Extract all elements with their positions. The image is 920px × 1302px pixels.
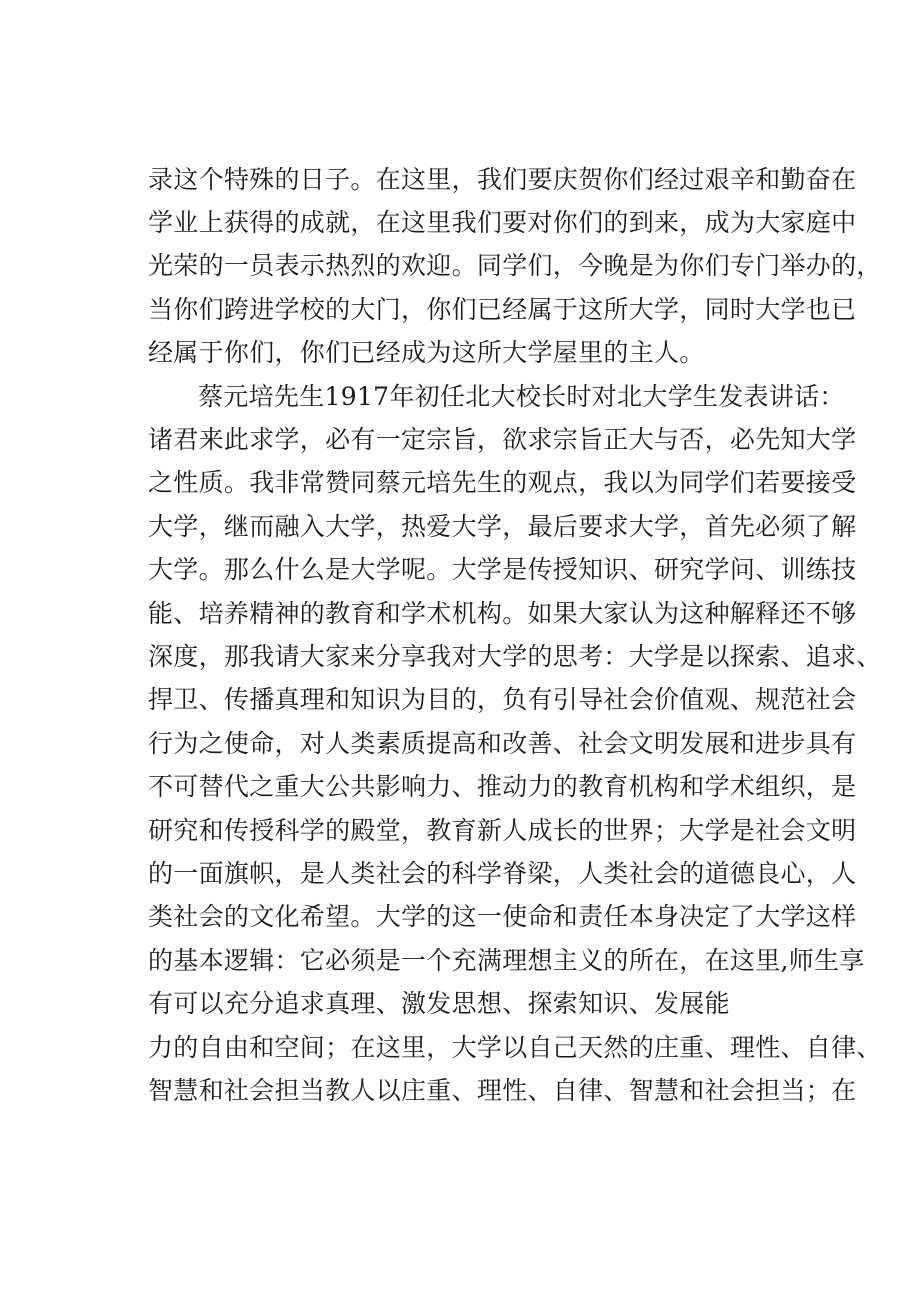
paragraph-start-line: 蔡元培先生1917年初任北大校长时对北大学生发表讲话： [198, 382, 845, 411]
text-line: 智慧和社会担当教人以庄重、理性、自律、智慧和社会担当；在 [148, 1076, 857, 1105]
text-line: 经属于你们，你们已经成为这所大学屋里的主人。 [148, 338, 705, 367]
text-line: 学业上获得的成就，在这里我们要对你们的到来，成为大家庭中 [148, 208, 857, 237]
text-line: 的一面旗帜，是人类社会的科学脊梁，人类社会的道德良心，人 [148, 859, 857, 888]
text-line: 捍卫、传播真理和知识为目的，负有引导社会价值观、规范社会 [148, 685, 857, 714]
text-line: 能、培养精神的教育和学术机构。如果大家认为这种解释还不够 [148, 599, 857, 628]
text-line: 之性质。我非常赞同蔡元培先生的观点，我以为同学们若要接受 [148, 468, 857, 497]
text-line: 录这个特殊的日子。在这里，我们要庆贺你们经过艰辛和勤奋在 [148, 165, 857, 194]
text-line: 的基本逻辑：它必须是一个充满理想主义的所在，在这里,师生享 [148, 946, 865, 975]
text-line: 光荣的一员表示热烈的欢迎。同学们，今晚是为你们专门举办的， [148, 251, 882, 280]
text-line: 有可以充分追求真理、激发思想、探索知识、发展能 [148, 989, 730, 1018]
text-line: 不可替代之重大公共影响力、推动力的教育机构和学术组织，是 [148, 772, 857, 801]
text-line: 大学，继而融入大学，热爱大学，最后要求大学，首先必须了解 [148, 512, 857, 541]
text-line: 深度，那我请大家来分享我对大学的思考：大学是以探索、追求、 [148, 642, 882, 671]
text-line: 大学。那么什么是大学呢。大学是传授知识、研究学问、训练技 [148, 555, 857, 584]
text-line: 研究和传授科学的殿堂，教育新人成长的世界；大学是社会文明 [148, 816, 857, 845]
text-line: 当你们跨进学校的大门，你们已经属于这所大学，同时大学也已 [148, 295, 857, 324]
text-line: 类社会的文化希望。大学的这一使命和责任本身决定了大学这样 [148, 902, 857, 931]
text-line: 力的自由和空间；在这里，大学以自己天然的庄重、理性、自律、 [148, 1033, 882, 1062]
text-line: 行为之使命，对人类素质提高和改善、社会文明发展和进步具有 [148, 729, 857, 758]
text-line: 诸君来此求学，必有一定宗旨，欲求宗旨正大与否，必先知大学 [148, 425, 857, 454]
